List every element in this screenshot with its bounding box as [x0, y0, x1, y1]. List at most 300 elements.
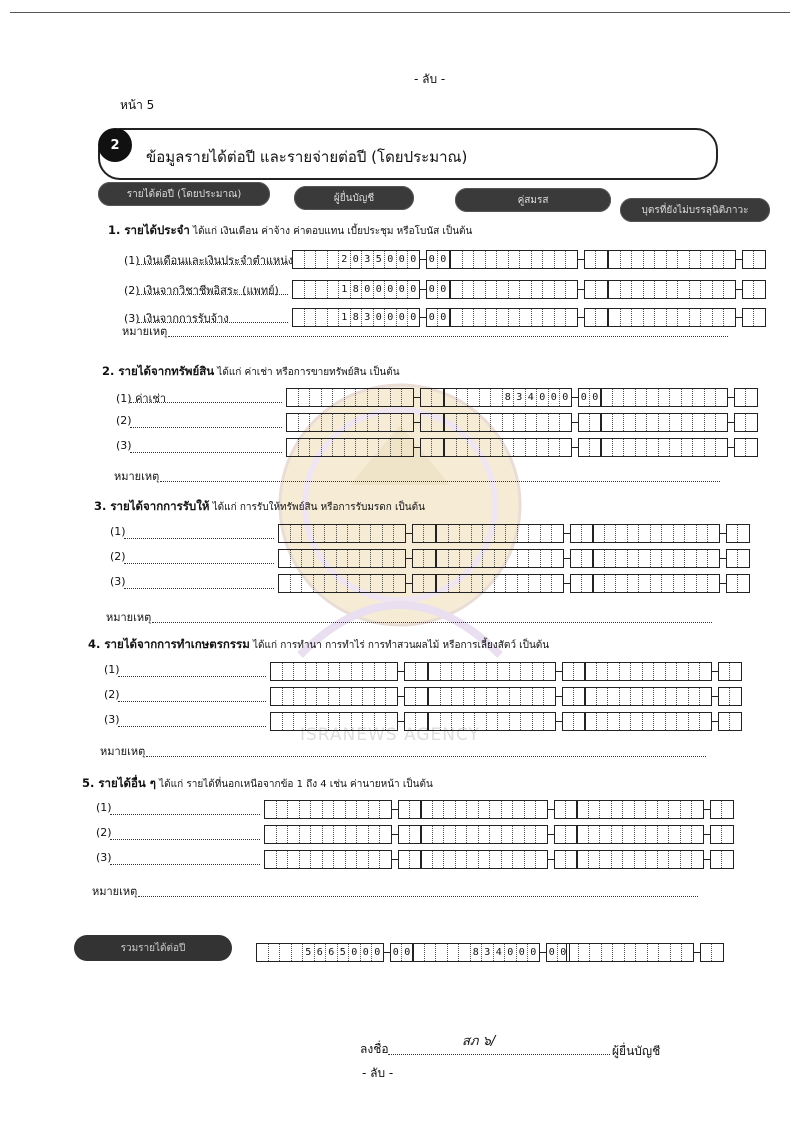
- digit-cell: [651, 550, 663, 567]
- digit-cell: [449, 575, 461, 592]
- digit-cell: [334, 851, 346, 868]
- digit-cell: 0: [505, 944, 517, 961]
- satang-cell: [424, 575, 435, 592]
- digit-cell: [532, 251, 544, 268]
- digit-cell: [713, 281, 725, 298]
- satang-cell: [701, 944, 713, 961]
- digit-cell: [628, 550, 640, 567]
- digit-cell: [577, 826, 589, 843]
- digit-cell: 6: [315, 944, 327, 961]
- digit-cell: [288, 851, 300, 868]
- group-heading: [82, 775, 433, 793]
- total-label: รวมรายได้ต่อปี: [74, 935, 232, 961]
- digit-cell: 0: [374, 947, 381, 958]
- satang-cell: [746, 389, 757, 406]
- digit-cell: [678, 251, 690, 268]
- digit-cell: [305, 281, 317, 298]
- satang-cell: [571, 525, 583, 542]
- digit-cell: [654, 713, 666, 730]
- digit-cell: [612, 801, 624, 818]
- digit-cell: [314, 575, 326, 592]
- digit-cell: [445, 414, 457, 431]
- digit-cell: [329, 663, 341, 680]
- item-dotted-line: [130, 452, 282, 453]
- digit-cell: [288, 801, 300, 818]
- satang-cell: [730, 663, 741, 680]
- digit-cell: [623, 851, 635, 868]
- digit-cell: [724, 251, 735, 268]
- digit-cell: [631, 688, 643, 705]
- digit-cell: [328, 309, 340, 326]
- digit-cell: [279, 550, 291, 567]
- digit-cell: [369, 826, 381, 843]
- item-dotted-line: [130, 402, 282, 403]
- satang-cell: 0: [427, 309, 439, 326]
- digit-cell: [334, 801, 346, 818]
- digit-cell: [644, 251, 656, 268]
- digit-cell: [677, 688, 689, 705]
- digit-cell: [670, 389, 682, 406]
- digit-cell: [444, 801, 456, 818]
- digit-cell: [257, 944, 269, 961]
- satang-cell: 0: [579, 389, 591, 406]
- item-label: (1): [96, 801, 112, 814]
- digit-cell: [635, 801, 647, 818]
- digit-cell: [685, 575, 697, 592]
- digit-cell: [506, 525, 518, 542]
- digit-cell: [293, 251, 305, 268]
- digit-cell: [513, 826, 525, 843]
- digit-cell: [375, 713, 387, 730]
- digit-cell: [486, 251, 498, 268]
- satang-cell: [719, 688, 731, 705]
- digit-cell: [383, 525, 395, 542]
- satang-cell: [563, 663, 575, 680]
- satang-cell: 0: [427, 281, 439, 298]
- satang-cell: [746, 439, 757, 456]
- digit-cell: [421, 826, 433, 843]
- digit-cell: [682, 414, 694, 431]
- digit-cell: [271, 663, 283, 680]
- satang-cell: [421, 439, 433, 456]
- digit-cell: [692, 826, 703, 843]
- digit-cell: [613, 944, 625, 961]
- digit-cell: [463, 309, 475, 326]
- digit-cell: [616, 550, 628, 567]
- digit-cell: [616, 575, 628, 592]
- digit-cell: [497, 309, 509, 326]
- digit-cell: [271, 713, 283, 730]
- digit-cell: [491, 414, 503, 431]
- digit-cell: [357, 851, 369, 868]
- digit-cell: [503, 414, 515, 431]
- digit-cell: 4: [526, 389, 538, 406]
- digit-cell: [464, 688, 476, 705]
- digit-cell: [589, 851, 601, 868]
- satang-cell: [738, 575, 749, 592]
- sign-label: ลงชื่อ: [360, 1042, 389, 1056]
- satang-cell: [399, 801, 411, 818]
- digit-cell: [306, 663, 318, 680]
- group-description: ได้แก่ เงินเดือน ค่าจ้าง ค่าตอบแทน เบี้ยประชุม หรือโบนัส เป็นต้น: [189, 226, 473, 237]
- signature-line: [388, 1054, 610, 1055]
- satang-cell: [424, 525, 435, 542]
- satang-cell: [432, 439, 443, 456]
- digit-cell: [716, 439, 727, 456]
- digit-cell: [525, 826, 537, 843]
- satang-cell: [574, 688, 585, 705]
- amount-field: [444, 388, 602, 407]
- digit-cell: [620, 663, 632, 680]
- digit-cell: [360, 525, 372, 542]
- satang-cell: [421, 389, 433, 406]
- digit-cell: [348, 550, 360, 567]
- satang-cell: [563, 688, 575, 705]
- item-label: (3): [110, 575, 126, 588]
- digit-cell: [305, 251, 317, 268]
- digit-cell: [605, 575, 617, 592]
- digit-cell: [291, 575, 303, 592]
- digit-cell: [311, 801, 323, 818]
- digit-cell: [421, 851, 433, 868]
- digit-cell: [514, 414, 526, 431]
- amount-field: [608, 280, 766, 299]
- digit-cell: [593, 575, 605, 592]
- amount-field: [292, 280, 450, 299]
- digit-cell: [316, 281, 328, 298]
- digit-cell: [536, 801, 547, 818]
- amount-field: [444, 438, 602, 457]
- digit-cell: [613, 389, 625, 406]
- digit-cell: [402, 439, 413, 456]
- column-header-spouse: คู่สมรส: [455, 188, 611, 212]
- item-dotted-line: [130, 427, 282, 428]
- digit-cell: [325, 575, 337, 592]
- digit-cell: [567, 944, 579, 961]
- digit-cell: [601, 389, 613, 406]
- satang-cell: [566, 851, 577, 868]
- digit-cell: [451, 309, 463, 326]
- digit-cell: [605, 550, 617, 567]
- satang-cell: [571, 550, 583, 567]
- satang-cell: [421, 414, 433, 431]
- digit-cell: [402, 389, 413, 406]
- digit-cell: [659, 439, 671, 456]
- digit-cell: [317, 688, 329, 705]
- item-dotted-line: [118, 726, 266, 727]
- digit-cell: [533, 663, 545, 680]
- digit-cell: [513, 801, 525, 818]
- item-dotted-line: [110, 864, 260, 865]
- amount-field: [450, 280, 608, 299]
- digit-cell: [280, 944, 292, 961]
- digit-cell: [690, 309, 702, 326]
- satang-cell: [722, 851, 733, 868]
- digit-cell: [543, 281, 555, 298]
- digit-cell: [433, 851, 445, 868]
- digit-cell: [452, 663, 464, 680]
- digit-cell: [566, 281, 577, 298]
- amount-field: [576, 800, 734, 819]
- digit-cell: [328, 281, 340, 298]
- digit-cell: [487, 713, 499, 730]
- satang-cell: [735, 389, 747, 406]
- digit-cell: [345, 439, 357, 456]
- digit-cell: [692, 851, 703, 868]
- digit-cell: [509, 309, 521, 326]
- digit-cell: [498, 663, 510, 680]
- digit-cell: [625, 944, 637, 961]
- group-title: 1. รายได้ประจำ: [108, 223, 190, 237]
- digit-cell: 0: [549, 389, 561, 406]
- digit-cell: [437, 550, 449, 567]
- digit-cell: [300, 826, 312, 843]
- item-label: (1) ค่าเช่า: [116, 392, 167, 405]
- item-label: (3): [116, 439, 132, 452]
- satang-cell: [574, 713, 585, 730]
- digit-cell: [448, 944, 460, 961]
- digit-cell: 0: [361, 944, 373, 961]
- satang-cell: [727, 550, 739, 567]
- digit-cell: [506, 550, 518, 567]
- satang-cell: [571, 575, 583, 592]
- digit-cell: [533, 688, 545, 705]
- digit-cell: [310, 439, 322, 456]
- digit-cell: [666, 688, 678, 705]
- digit-cell: [490, 826, 502, 843]
- signer-role: ผู้ยื่นบัญชี: [612, 1044, 661, 1058]
- digit-cell: [521, 663, 533, 680]
- digit-cell: [674, 525, 686, 542]
- amount-field: [576, 825, 734, 844]
- digit-cell: [337, 525, 349, 542]
- digit-cell: [394, 575, 405, 592]
- digit-cell: 6: [326, 944, 338, 961]
- digit-cell: [525, 801, 537, 818]
- digit-cell: [352, 688, 364, 705]
- digit-cell: [479, 851, 491, 868]
- digit-cell: [265, 851, 277, 868]
- digit-cell: [716, 414, 727, 431]
- amount-field: [278, 524, 436, 543]
- digit-cell: [518, 575, 530, 592]
- digit-cell: [590, 944, 602, 961]
- digit-cell: [643, 663, 655, 680]
- digit-cell: 3: [482, 944, 494, 961]
- amount-field: [450, 308, 608, 327]
- digit-cell: [302, 550, 314, 567]
- digit-cell: [532, 309, 544, 326]
- digit-cell: [690, 281, 702, 298]
- digit-cell: [509, 251, 521, 268]
- satang-cell: [711, 826, 723, 843]
- digit-cell: [529, 550, 541, 567]
- digit-cell: [293, 281, 305, 298]
- digit-cell: 0: [385, 251, 397, 268]
- digit-cell: [678, 281, 690, 298]
- digit-cell: [520, 251, 532, 268]
- digit-cell: [666, 713, 678, 730]
- digit-cell: [589, 826, 601, 843]
- digit-cell: [646, 826, 658, 843]
- signature: สภ ๖/: [462, 1034, 496, 1049]
- digit-cell: [536, 851, 547, 868]
- digit-cell: [560, 439, 571, 456]
- satang-cell: [735, 439, 747, 456]
- satang-cell: 0: [427, 251, 439, 268]
- digit-cell: [356, 414, 368, 431]
- remark-line: [160, 481, 720, 482]
- digit-cell: [506, 575, 518, 592]
- group-heading: [94, 498, 425, 516]
- satang-cell: [413, 575, 425, 592]
- satang-cell: 0: [440, 312, 447, 323]
- digit-cell: [491, 389, 503, 406]
- column-header-children: บุตรที่ยังไม่บรรลุนิติภาวะ: [620, 198, 770, 222]
- digit-cell: 5: [338, 944, 350, 961]
- digit-cell: [520, 281, 532, 298]
- digit-cell: 0: [349, 944, 361, 961]
- digit-cell: [325, 525, 337, 542]
- item-label: (3): [104, 713, 120, 726]
- digit-cell: [302, 575, 314, 592]
- digit-cell: [463, 281, 475, 298]
- satang-cell: [579, 439, 591, 456]
- digit-cell: [475, 713, 487, 730]
- total-amount-field: [256, 943, 414, 962]
- digit-cell: 0: [385, 309, 397, 326]
- amount-field: [270, 712, 428, 731]
- digit-cell: [651, 575, 663, 592]
- digit-cell: [502, 826, 514, 843]
- digit-cell: [467, 801, 479, 818]
- item-dotted-line: [110, 814, 260, 815]
- digit-cell: [279, 575, 291, 592]
- digit-cell: [705, 414, 717, 431]
- digit-cell: [659, 389, 671, 406]
- digit-cell: [386, 688, 397, 705]
- digit-cell: [371, 525, 383, 542]
- digit-cell: [475, 663, 487, 680]
- digit-cell: [386, 713, 397, 730]
- satang-cell: [719, 663, 731, 680]
- digit-cell: [340, 663, 352, 680]
- digit-cell: [337, 550, 349, 567]
- satang-cell: [711, 801, 723, 818]
- digit-cell: [597, 713, 609, 730]
- digit-cell: [464, 663, 476, 680]
- digit-cell: [391, 389, 403, 406]
- digit-cell: [444, 826, 456, 843]
- digit-cell: [323, 851, 335, 868]
- group-description: ได้แก่ ค่าเช่า หรือการขายทรัพย์สิน เป็นต้น: [214, 367, 400, 378]
- digit-cell: 0: [537, 389, 549, 406]
- digit-cell: [502, 801, 514, 818]
- digit-cell: 0: [410, 254, 417, 265]
- digit-cell: [360, 575, 372, 592]
- digit-cell: [490, 801, 502, 818]
- group-description: ได้แก่ การรับให้ทรัพย์สิน หรือการรับมรดก เป็นต้น: [209, 502, 425, 513]
- digit-cell: [467, 826, 479, 843]
- digit-cell: [555, 251, 567, 268]
- total-amount-field: [412, 943, 570, 962]
- group-title: 4. รายได้จากการทำเกษตรกรรม: [88, 637, 250, 651]
- satang-cell: [405, 713, 417, 730]
- amount-field: [264, 825, 422, 844]
- digit-cell: [678, 309, 690, 326]
- digit-cell: [460, 575, 472, 592]
- digit-cell: [609, 281, 621, 298]
- digit-cell: [541, 550, 553, 567]
- digit-cell: 4: [494, 944, 506, 961]
- digit-cell: 3: [362, 251, 374, 268]
- digit-cell: [677, 713, 689, 730]
- satang-cell: [413, 525, 425, 542]
- secret-mark-top: - ลับ -: [414, 72, 446, 86]
- amount-field: [584, 712, 742, 731]
- digit-cell: [333, 389, 345, 406]
- digit-cell: [441, 663, 453, 680]
- digit-cell: 0: [374, 281, 386, 298]
- satang-cell: [743, 281, 755, 298]
- digit-cell: [628, 525, 640, 542]
- digit-cell: 0: [410, 284, 417, 295]
- satang-cell: [590, 414, 601, 431]
- digit-cell: [345, 414, 357, 431]
- digit-cell: [708, 550, 719, 567]
- digit-cell: [544, 713, 555, 730]
- digit-cell: 0: [351, 251, 363, 268]
- digit-cell: [724, 281, 735, 298]
- digit-cell: [525, 851, 537, 868]
- digit-cell: [655, 281, 667, 298]
- digit-cell: [682, 389, 694, 406]
- digit-cell: 5: [374, 251, 386, 268]
- digit-cell: [468, 389, 480, 406]
- digit-cell: [624, 439, 636, 456]
- digit-cell: [497, 281, 509, 298]
- satang-cell: [555, 851, 567, 868]
- digit-cell: [601, 414, 613, 431]
- satang-cell: [399, 851, 411, 868]
- digit-cell: [441, 713, 453, 730]
- satang-cell: [432, 389, 443, 406]
- digit-cell: [609, 251, 621, 268]
- amount-field: [600, 438, 758, 457]
- digit-cell: [291, 550, 303, 567]
- digit-cell: [654, 688, 666, 705]
- digit-cell: [357, 826, 369, 843]
- remark-label: หมายเหตุ: [100, 745, 146, 758]
- digit-cell: [509, 281, 521, 298]
- digit-cell: [441, 688, 453, 705]
- secret-mark-bottom: - ลับ -: [362, 1066, 394, 1080]
- digit-cell: [600, 826, 612, 843]
- satang-cell: [424, 550, 435, 567]
- item-dotted-line: [110, 839, 260, 840]
- digit-cell: [621, 309, 633, 326]
- digit-cell: [605, 525, 617, 542]
- digit-cell: [483, 550, 495, 567]
- amount-field: [592, 549, 750, 568]
- digit-cell: [577, 851, 589, 868]
- digit-cell: [552, 525, 563, 542]
- digit-cell: [659, 414, 671, 431]
- digit-cell: [380, 801, 391, 818]
- digit-cell: [518, 525, 530, 542]
- digit-cell: [655, 251, 667, 268]
- digit-cell: [474, 309, 486, 326]
